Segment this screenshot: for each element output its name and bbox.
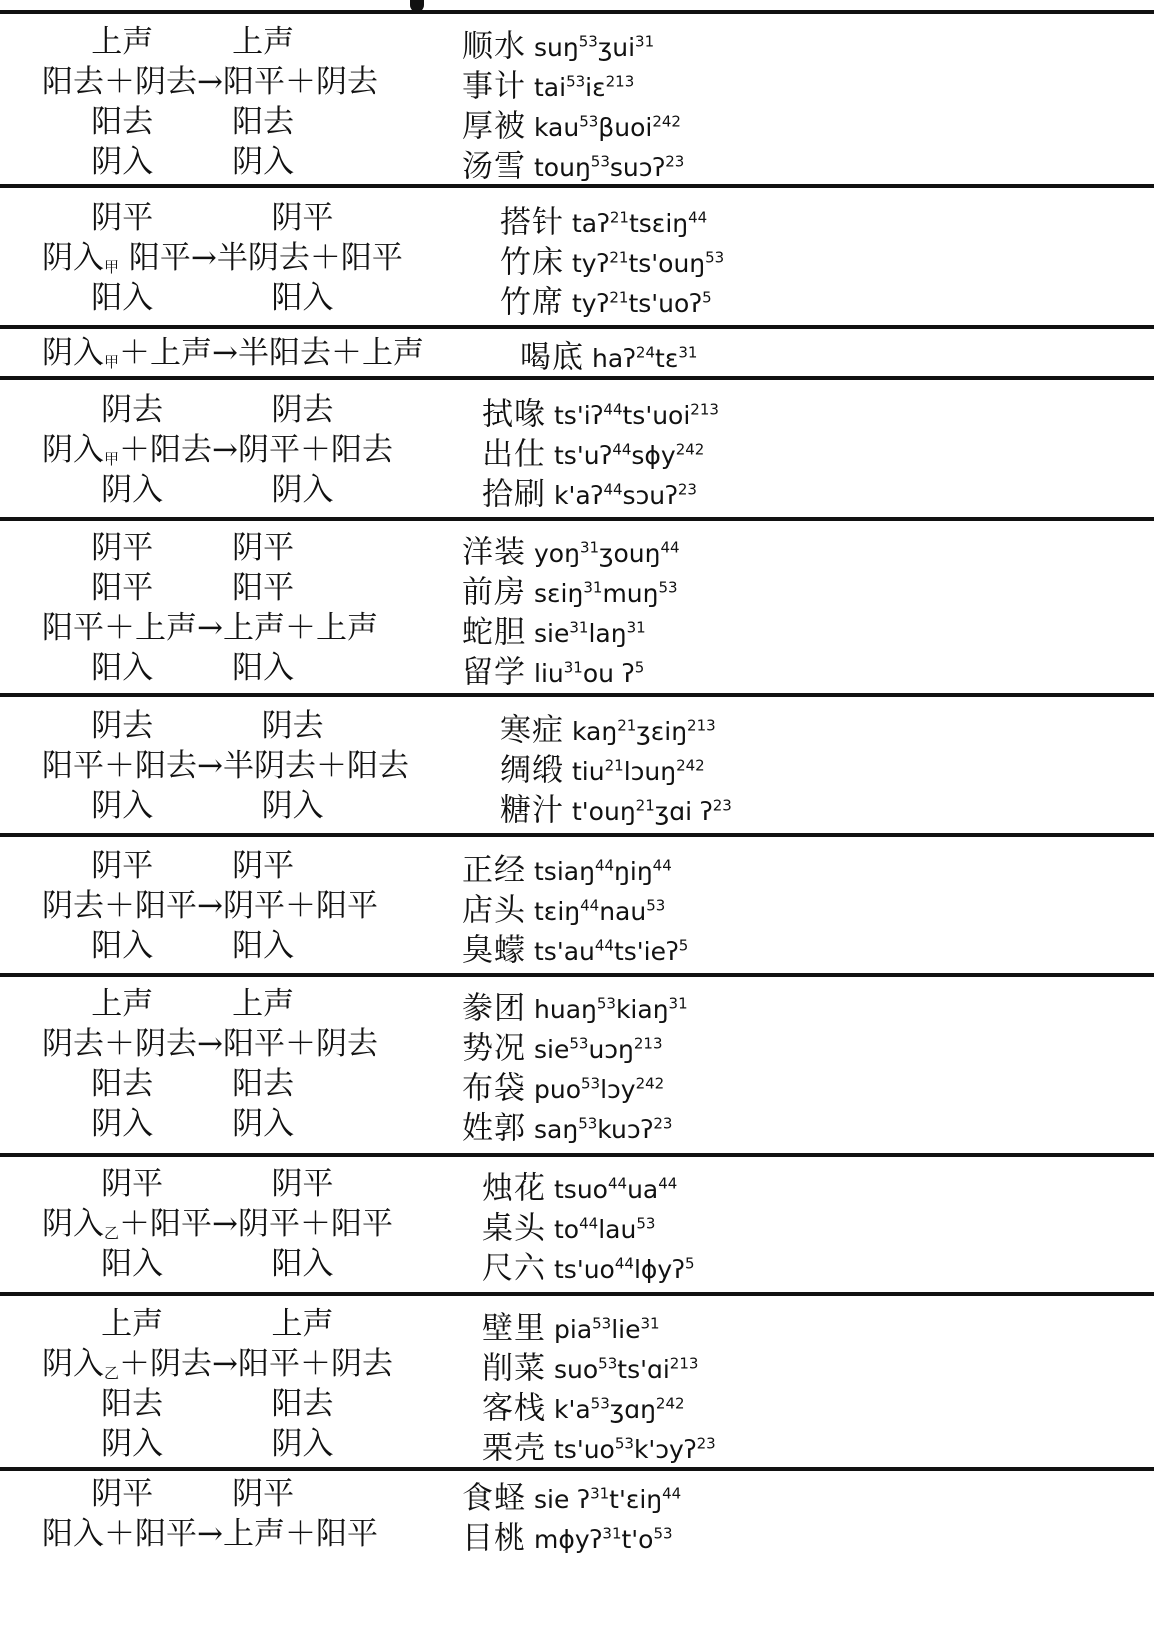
example-entry — [462, 62, 635, 105]
tone-subscript: 甲 — [104, 258, 120, 276]
section-divider — [0, 517, 1154, 521]
tone-value: 31 — [602, 1525, 622, 1543]
sandhi-formula: 阳平＋阳去→半阴去＋阳去 — [42, 748, 409, 784]
tone-value: 21 — [609, 289, 629, 307]
sandhi-formula: 阴入$_乙$＋阴去→阳平＋阴去 — [42, 1346, 393, 1382]
phonetic-transcription: liu$^{31}$ou ʔ$^5$ — [534, 659, 645, 689]
section-divider — [0, 973, 1154, 977]
example-word: 蛇胆 — [462, 614, 526, 651]
tone-value: 31 — [563, 659, 583, 677]
example-entry — [500, 278, 712, 321]
sandhi-formula: 阳去 阳去 — [42, 1066, 295, 1102]
sandhi-formula: 阴入 阴入 — [42, 788, 324, 824]
phonetic-transcription: haʔ$^{24}$tɛ$^{31}$ — [592, 344, 698, 374]
example-word: 布袋 — [462, 1070, 526, 1107]
phonetic-transcription: $ts'uo^{44}lɸyʔ^5$ — [554, 1255, 695, 1285]
section-divider — [0, 1153, 1154, 1157]
tone-value: 44 — [603, 401, 623, 419]
sandhi-formula: 阳入＋阳平→上声＋阳平 — [42, 1516, 378, 1552]
tone-value: 44 — [603, 481, 623, 499]
example-entry — [482, 1304, 660, 1347]
tone-value: 53 — [653, 1525, 673, 1543]
example-entry — [500, 198, 708, 241]
example-word: 竹床 — [500, 244, 564, 281]
example-word: 洋装 — [462, 534, 526, 571]
example-word: 事计 — [462, 68, 526, 105]
example-word: 食蛏 — [462, 1480, 526, 1517]
example-word: 汤雪 — [462, 148, 526, 185]
tone-value: 44 — [579, 1215, 599, 1233]
example-word: 豢团 — [462, 990, 526, 1027]
phonetic-transcription: taʔ$^{21}$tsɛiŋ$^{44}$ — [572, 209, 708, 239]
tone-subscript: 甲 — [104, 450, 120, 468]
tone-value: 213 — [690, 401, 719, 419]
example-word: 寒症 — [500, 712, 564, 749]
tone-value: 53 — [598, 1355, 618, 1373]
section-divider — [0, 376, 1154, 380]
tone-value: 53 — [592, 1315, 612, 1333]
example-entry — [462, 608, 646, 651]
tone-value: 23 — [653, 1115, 673, 1133]
example-word: 势况 — [462, 1030, 526, 1067]
phonetic-transcription: suŋ$^{53}$ʒui$^{31}$ — [534, 33, 655, 63]
tone-value: 44 — [652, 857, 672, 875]
section-divider — [0, 325, 1154, 329]
tone-value: 5 — [678, 937, 689, 955]
phonetic-transcription: tsiaŋ$^{44}$ŋiŋ$^{44}$ — [534, 857, 672, 887]
sandhi-formula: 阳入 阳入 — [42, 1246, 334, 1282]
sandhi-formula: 阴入$_乙$＋阳平→阴平＋阳平 — [42, 1206, 393, 1242]
example-entry — [482, 1344, 699, 1387]
example-word: 正经 — [462, 852, 526, 889]
sandhi-formula: 阴入 阴入 — [42, 1106, 295, 1142]
tone-value: 213 — [633, 1035, 663, 1053]
sandhi-formula: 阴入 阴入 — [42, 472, 334, 508]
tone-value: 53 — [636, 1215, 656, 1233]
phonetic-transcription: sie$^{53}$uɔŋ$^{213}$ — [534, 1035, 663, 1065]
sandhi-formula: 阴平 阴平 — [42, 1476, 295, 1512]
phonetic-transcription: $tsuo^{44}ua^{44}$ — [554, 1175, 678, 1205]
tone-value: 242 — [635, 1075, 665, 1093]
tone-value: 213 — [605, 73, 635, 91]
example-entry — [482, 1204, 656, 1247]
tone-value: 23 — [712, 797, 732, 815]
tone-value: 53 — [658, 579, 678, 597]
section-divider — [0, 1292, 1154, 1296]
sandhi-formula: 阴入 阴入 — [42, 144, 295, 180]
tone-value: 21 — [609, 209, 629, 227]
sandhi-formula: 阳去＋阴去→阳平＋阴去 — [42, 64, 378, 100]
phonetic-transcription: $to^{44}lau^{53}$ — [554, 1215, 656, 1245]
tone-value: 23 — [696, 1435, 716, 1453]
tone-value: 24 — [635, 344, 656, 362]
example-word: 壁里 — [482, 1310, 546, 1347]
phonetic-transcription: puo$^{53}$lɔy$^{242}$ — [534, 1075, 665, 1105]
tone-value: 53 — [614, 1435, 634, 1453]
phonetic-transcription: saŋ$^{53}$kuɔʔ$^{23}$ — [534, 1115, 673, 1145]
tone-value: 53 — [581, 1075, 601, 1093]
tone-subscript: 甲 — [104, 353, 120, 371]
phonetic-transcription: ts'uʔ$^{44}$sɸy$^{242}$ — [554, 441, 705, 471]
phonetic-transcription: suo$^{53}$ts'ɑi$^{213}$ — [554, 1355, 699, 1385]
example-word: 顺水 — [462, 28, 526, 65]
tone-value: 5 — [634, 659, 645, 677]
sandhi-formula: 阴平 阴平 — [42, 530, 295, 566]
tone-value: 213 — [669, 1355, 699, 1373]
example-word: 栗壳 — [482, 1430, 546, 1467]
tone-value: 31 — [579, 539, 600, 557]
example-word: 烛花 — [482, 1170, 546, 1207]
phonetic-transcription: ts'iʔ$^{44}$ts'uoi$^{213}$ — [554, 401, 719, 431]
tone-value: 53 — [590, 1395, 610, 1413]
tone-value: 44 — [658, 1175, 678, 1193]
example-entry — [462, 984, 688, 1027]
tone-value: 53 — [569, 1035, 589, 1053]
tone-value: 53 — [646, 897, 666, 915]
tone-subscript: 乙 — [104, 1364, 120, 1382]
example-entry — [462, 886, 666, 929]
tone-value: 44 — [594, 857, 615, 875]
tone-value: 31 — [678, 344, 698, 362]
sandhi-formula: 阴平 阴平 — [42, 1166, 334, 1202]
section-divider — [0, 833, 1154, 837]
sandhi-formula: 阳平＋上声→上声＋上声 — [42, 610, 378, 646]
example-entry — [462, 648, 645, 691]
tone-value: 44 — [614, 1255, 634, 1273]
tone-value: 31 — [640, 1315, 660, 1333]
example-entry — [462, 1514, 673, 1557]
example-entry — [462, 22, 655, 65]
tone-value: 31 — [668, 995, 688, 1013]
example-entry — [462, 926, 689, 969]
sandhi-formula: 阴去＋阳平→阴平＋阳平 — [42, 888, 378, 924]
example-entry — [482, 1244, 695, 1287]
example-word: 留学 — [462, 654, 526, 691]
tone-value: 53 — [590, 153, 610, 171]
sandhi-formula: 阴去 阴去 — [42, 708, 324, 744]
sandhi-formula: 阴入$_甲$ 阳平→半阴去＋阳平 — [42, 240, 403, 276]
example-entry — [482, 470, 697, 513]
phonetic-transcription: sɛiŋ$^{31}$muŋ$^{53}$ — [534, 579, 678, 609]
sandhi-formula: 阳去 阳去 — [42, 1386, 334, 1422]
example-word: 前房 — [462, 574, 526, 611]
example-word: 出仕 — [482, 436, 546, 473]
example-word: 拭喙 — [482, 396, 546, 433]
sandhi-formula: 上声 上声 — [42, 986, 295, 1022]
phonetic-transcription: huaŋ$^{53}$kiaŋ$^{31}$ — [534, 995, 688, 1025]
phonetic-transcription: t'ouŋ$^{21}$ʒɑi ʔ$^{23}$ — [572, 797, 732, 827]
tone-subscript: 乙 — [104, 1224, 120, 1242]
tone-value: 44 — [660, 539, 680, 557]
sandhi-formula: 阴去 阴去 — [42, 392, 334, 428]
example-entry — [462, 1474, 682, 1517]
phonetic-transcription: $k'a^{53}ʒɑŋ^{242}$ — [554, 1395, 685, 1425]
example-entry — [482, 390, 719, 433]
example-word: 厚被 — [462, 108, 526, 145]
phonetic-transcription: pia$^{53}$lie$^{31}$ — [554, 1315, 660, 1345]
sandhi-formula: 阳去 阳去 — [42, 104, 295, 140]
tone-value: 31 — [583, 579, 603, 597]
sandhi-formula: 上声 上声 — [42, 1306, 334, 1342]
example-entry — [520, 333, 698, 376]
example-word: 糖汁 — [500, 792, 564, 829]
example-word: 竹席 — [500, 284, 564, 321]
phonetic-transcription: kaŋ$^{21}$ʒɛiŋ$^{213}$ — [572, 717, 716, 747]
tone-value: 53 — [578, 1115, 598, 1133]
tone-value: 21 — [609, 249, 629, 267]
tone-value: 44 — [688, 209, 708, 227]
tone-value: 44 — [607, 1175, 628, 1193]
example-entry — [462, 1024, 663, 1067]
tone-value: 242 — [652, 113, 681, 131]
example-word: 客栈 — [482, 1390, 546, 1427]
tone-value: 5 — [702, 289, 712, 307]
phonetic-transcription: tiu$^{21}$lɔuŋ$^{242}$ — [572, 757, 705, 787]
tone-value: 53 — [579, 113, 599, 131]
example-entry — [500, 706, 716, 749]
sandhi-formula: 上声 上声 — [42, 24, 295, 60]
section-divider — [0, 184, 1154, 188]
phonetic-transcription: $ts'uo^{53}k'ɔyʔ^{23}$ — [554, 1435, 716, 1465]
example-word: 搭针 — [500, 204, 564, 241]
sandhi-formula: 阴平 阴平 — [42, 200, 334, 236]
tone-value: 31 — [635, 33, 655, 51]
sandhi-formula: 阴去＋阴去→阳平＋阴去 — [42, 1026, 378, 1062]
tone-value: 23 — [677, 481, 697, 499]
sandhi-formula: 阳入 阳入 — [42, 650, 295, 686]
example-word: 臭蠓 — [462, 932, 526, 969]
sandhi-formula: 阳平 阳平 — [42, 570, 295, 606]
phonetic-transcription: k'aʔ$^{44}$sɔuʔ$^{23}$ — [554, 481, 697, 511]
example-entry — [482, 430, 705, 473]
tone-value: 21 — [617, 717, 637, 735]
example-word: 店头 — [462, 892, 526, 929]
tone-value: 31 — [569, 619, 589, 637]
example-word: 目桃 — [462, 1520, 526, 1557]
phonetic-transcription: tyʔ$^{21}$ts'uoʔ$^5$ — [572, 289, 712, 319]
section-divider — [0, 693, 1154, 697]
example-entry — [462, 1104, 673, 1147]
phonetic-transcription: tai$^{53}$iɛ$^{213}$ — [534, 73, 635, 103]
example-entry — [500, 746, 705, 789]
tone-value: 53 — [596, 995, 616, 1013]
phonetic-transcription: $mɸyʔ^{31}t'o^{53}$ — [534, 1525, 673, 1555]
tone-value: 242 — [655, 1395, 685, 1413]
example-entry — [500, 238, 725, 281]
example-entry — [462, 528, 680, 571]
tone-value: 44 — [594, 937, 614, 955]
tone-value: 53 — [566, 73, 586, 91]
tone-value: 44 — [612, 441, 632, 459]
tone-value: 44 — [580, 897, 600, 915]
example-entry — [482, 1424, 716, 1467]
example-entry — [462, 102, 681, 145]
phonetic-transcription: yoŋ$^{31}$ʒouŋ$^{44}$ — [534, 539, 680, 569]
tone-value: 53 — [578, 33, 598, 51]
tone-value: 242 — [675, 441, 705, 459]
section-divider — [0, 10, 1154, 14]
sandhi-formula: 阴入$_甲$＋阳去→阴平＋阳去 — [42, 432, 393, 468]
phonetic-transcription: touŋ$^{53}$suɔʔ$^{23}$ — [534, 153, 685, 183]
sandhi-formula: 阴平 阴平 — [42, 848, 295, 884]
phonetic-transcription: sie ʔ$^{31}$t'ɛiŋ$^{44}$ — [534, 1485, 682, 1515]
example-word: 尺六 — [482, 1250, 546, 1287]
tone-value: 31 — [626, 619, 646, 637]
tone-value: 21 — [635, 797, 655, 815]
phonetic-transcription: $ts'au^{44}ts'ieʔ^5$ — [534, 937, 689, 967]
tone-value: 213 — [687, 717, 716, 735]
tone-value: 23 — [665, 153, 685, 171]
example-entry — [462, 1064, 665, 1107]
example-entry — [462, 142, 685, 185]
section-divider — [0, 1467, 1154, 1471]
example-word: 姓郭 — [462, 1110, 526, 1147]
example-word: 绸缎 — [500, 752, 564, 789]
example-entry — [482, 1384, 685, 1427]
tone-value: 242 — [676, 757, 705, 775]
example-entry — [500, 786, 732, 829]
sandhi-formula: 阴入$_甲$＋上声→半阳去＋上声 — [42, 335, 424, 371]
example-word: 削菜 — [482, 1350, 546, 1387]
sandhi-formula: 阳入 阳入 — [42, 280, 334, 316]
tone-value: 31 — [590, 1485, 610, 1503]
phonetic-transcription: kau$^{53}$βuoi$^{242}$ — [534, 113, 681, 143]
example-entry — [462, 568, 678, 611]
tone-value: 44 — [662, 1485, 682, 1503]
phonetic-transcription: sie$^{31}$laŋ$^{31}$ — [534, 619, 646, 649]
example-entry — [482, 1164, 678, 1207]
tone-value: 5 — [684, 1255, 695, 1273]
example-word: 喝底 — [520, 339, 584, 376]
tone-value: 21 — [604, 757, 624, 775]
example-word: 拾刷 — [482, 476, 546, 513]
sandhi-formula: 阳入 阳入 — [42, 928, 295, 964]
phonetic-transcription: tɛiŋ$^{44}$nau$^{53}$ — [534, 897, 666, 927]
example-entry — [462, 846, 672, 889]
tone-value: 53 — [705, 249, 725, 267]
example-word: 桌头 — [482, 1210, 546, 1247]
phonetic-transcription: tyʔ$^{21}$ts'ouŋ$^{53}$ — [572, 249, 725, 279]
sandhi-formula: 阴入 阴入 — [42, 1426, 334, 1462]
